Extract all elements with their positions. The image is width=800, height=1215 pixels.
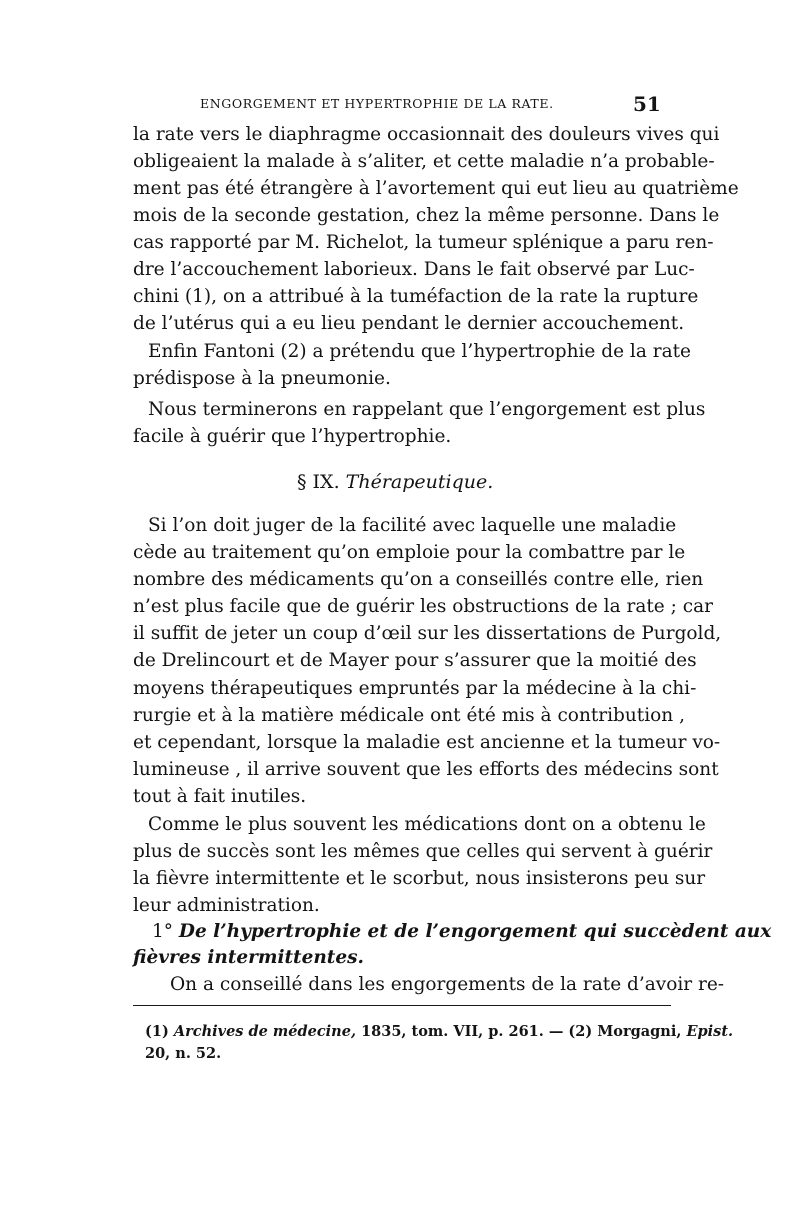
text-line: prédispose à la pneumonie. <box>133 368 391 389</box>
running-head: ENGORGEMENT ET HYPERTROPHIE DE LA RATE. <box>200 96 554 111</box>
subheading-line <box>152 920 771 944</box>
text-line: nombre des médicaments qu’on a conseillés contre elle, rien <box>133 569 704 590</box>
section-mark: § IX. <box>297 471 340 493</box>
footnote: 20, n. 52. <box>145 1045 222 1062</box>
text-line: dre l’accouchement laborieux. Dans le fait observé par Luc- <box>133 259 695 280</box>
text-line: mois de la seconde gestation, chez la même personne. Dans le <box>133 205 720 226</box>
subheading-number: 1° <box>152 921 174 942</box>
text-line: leur administration. <box>133 895 320 916</box>
text-line: la fièvre intermittente et le scorbut, nous insisterons peu sur <box>133 868 706 889</box>
text-line: Enfin Fantoni (2) a prétendu que l’hypertrophie de la rate <box>148 341 691 362</box>
text-line: et cependant, lorsque la maladie est ancienne et la tumeur vo- <box>133 732 721 753</box>
text-line: moyens thérapeutiques empruntés par la médecine à la chi- <box>133 678 697 699</box>
subheading-title: De l’hypertrophie et de l’engorgement qui succèdent aux <box>178 921 772 942</box>
text-line: lumineuse , il arrive souvent que les efforts des médecins sont <box>133 759 719 780</box>
footnote-text: 1835, tom. VII, p. 261. — (2) Morgagni, <box>361 1023 682 1040</box>
text-line: tout à fait inutiles. <box>133 786 307 807</box>
text-line: Comme le plus souvent les médications dont on a obtenu le <box>148 814 706 835</box>
footnote-rule <box>133 1005 671 1006</box>
text-line: il suffit de jeter un coup d’œil sur les dissertations de Purgold, <box>133 623 722 644</box>
text-line: cas rapporté par M. Richelot, la tumeur splénique a paru ren- <box>133 232 714 253</box>
text-line: la rate vers le diaphragme occasionnait des douleurs vives qui <box>133 124 720 145</box>
text-line: cède au traitement qu’on emploie pour la combattre par le <box>133 542 686 563</box>
text-line: chini (1), on a attribué à la tuméfaction de la rate la rupture <box>133 286 699 307</box>
text-line: Nous terminerons en rappelant que l’engorgement est plus <box>148 399 706 420</box>
text-line: Si l’on doit juger de la facilité avec laquelle une maladie <box>148 515 677 536</box>
subheading-line: fièvres intermittentes. <box>133 947 364 968</box>
section-title: Thérapeutique. <box>345 471 494 493</box>
text-line: rurgie et à la matière médicale ont été mis à contribution , <box>133 705 685 726</box>
page-number: 51 <box>633 92 661 116</box>
text-line: de l’utérus qui a eu lieu pendant le dernier accouchement. <box>133 313 685 334</box>
text-line: obligeaient la malade à s’aliter, et cette maladie n’a probable- <box>133 151 715 172</box>
text-line: plus de succès sont les mêmes que celles qui servent à guérir <box>133 841 713 862</box>
text-line: de Drelincourt et de Mayer pour s’assurer que la moitié des <box>133 650 697 671</box>
section-heading <box>297 471 493 493</box>
text-line: n’est plus facile que de guérir les obstructions de la rate ; car <box>133 596 713 617</box>
text-line: facile à guérir que l’hypertrophie. <box>133 426 452 447</box>
text-line: ment pas été étrangère à l’avortement qui eut lieu au quatrième <box>133 178 739 199</box>
footnote-source-title: Archives de médecine, <box>173 1023 357 1040</box>
footnote <box>145 1023 733 1040</box>
footnote-marker: (1) <box>145 1023 169 1040</box>
text-line: On a conseillé dans les engorgements de la rate d’avoir re- <box>170 974 725 995</box>
footnote-source-title: Epist. <box>686 1023 734 1040</box>
